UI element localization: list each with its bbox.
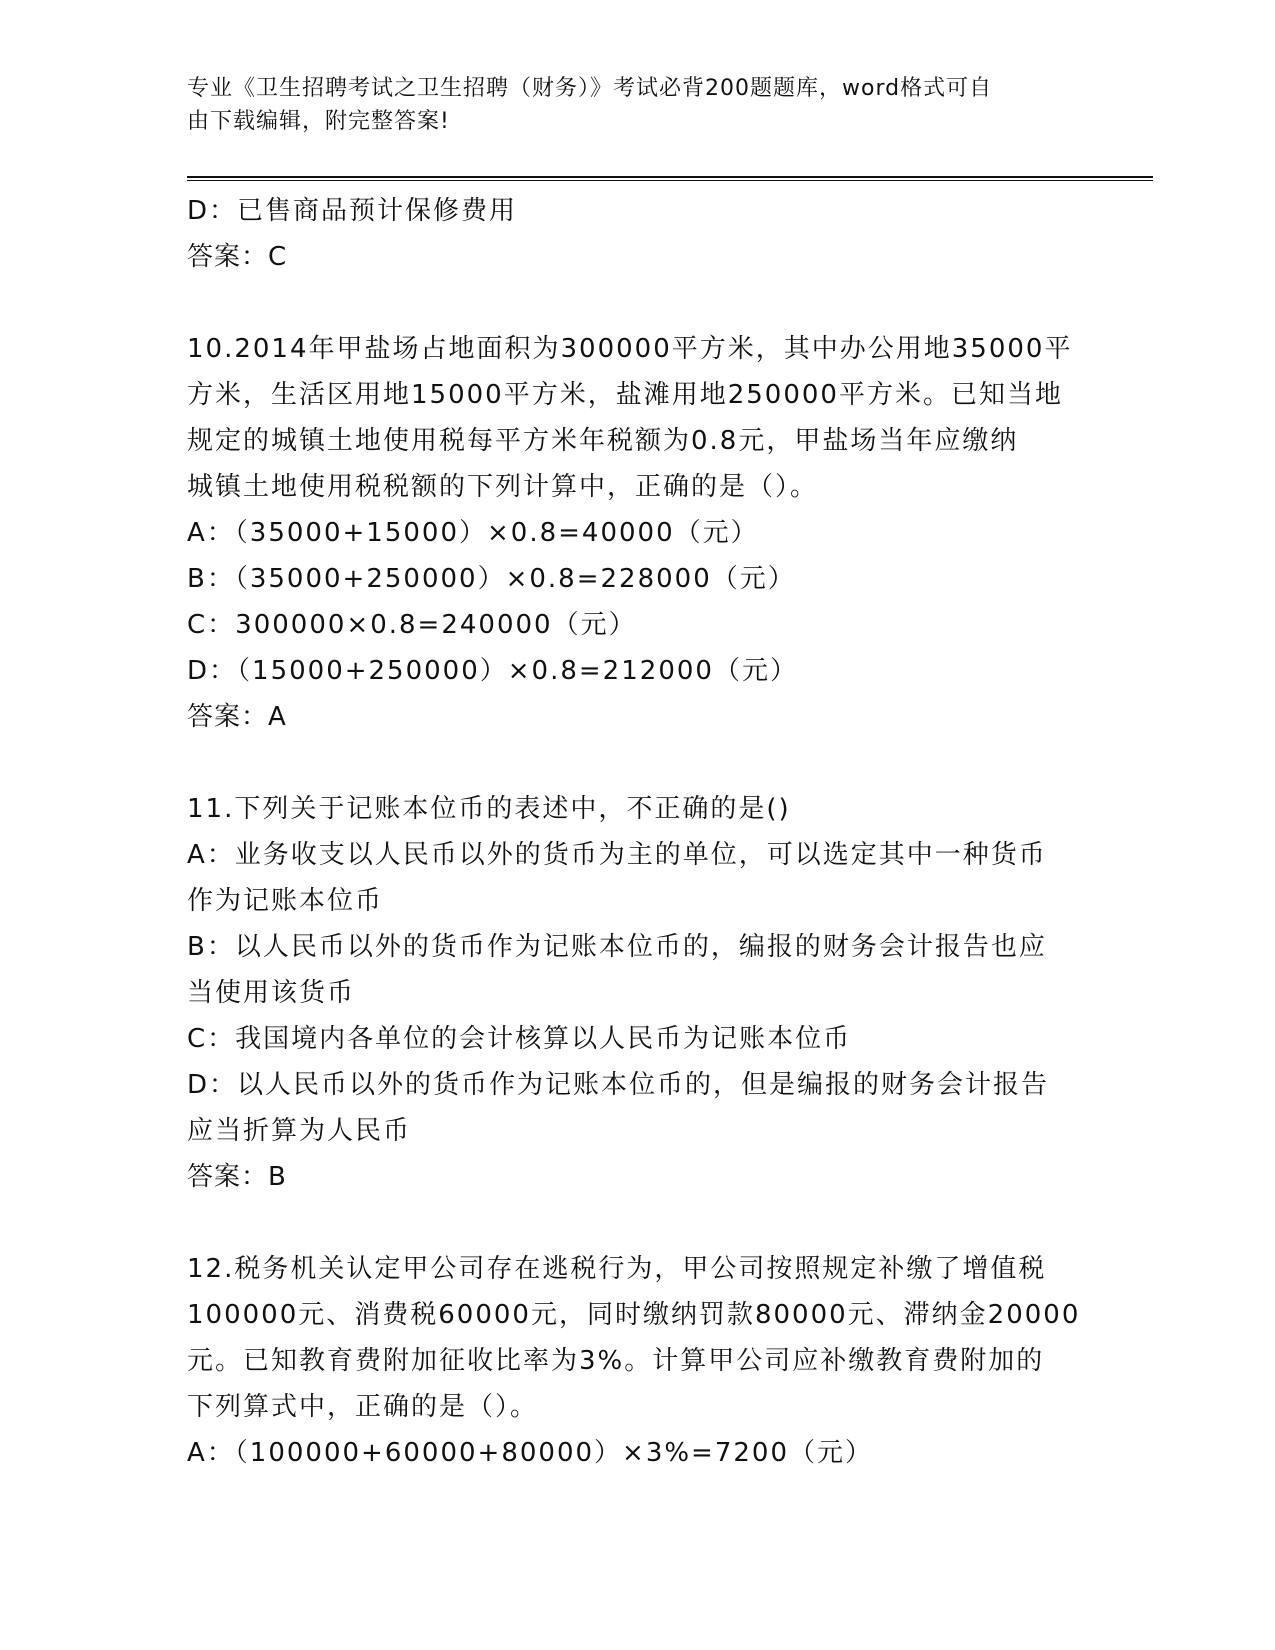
option-line: C：300000×0.8=240000（元） bbox=[187, 610, 637, 640]
question-text: 下列算式中，正确的是（）。 bbox=[187, 1392, 539, 1422]
option-line: A：业务收支以人民币以外的货币为主的单位，可以选定其中一种货币 bbox=[187, 840, 1047, 870]
question-block bbox=[187, 1246, 1081, 1476]
page-header bbox=[187, 72, 1067, 138]
option-line: A：（100000+60000+80000）×3%=7200（元） bbox=[187, 1438, 874, 1468]
option-line: D：（15000+250000）×0.8=212000（元） bbox=[187, 656, 798, 686]
question-text: 方米，生活区用地15000平方米，盐滩用地250000平方米。已知当地 bbox=[187, 380, 1063, 410]
question-text: 城镇土地使用税税额的下列计算中，正确的是（）。 bbox=[187, 472, 819, 502]
question-block bbox=[187, 786, 1067, 1200]
header-divider bbox=[187, 176, 1153, 181]
option-line: B：以人民币以外的货币作为记账本位币的，编报的财务会计报告也应 bbox=[187, 932, 1047, 962]
answer-line: 答案：C bbox=[187, 242, 288, 272]
option-line: 应当折算为人民币 bbox=[187, 1116, 412, 1146]
question-text: 元。已知教育费附加征收比率为3%。计算甲公司应补缴教育费附加的 bbox=[187, 1346, 1045, 1376]
option-line: C：我国境内各单位的会计核算以人民币为记账本位币 bbox=[187, 1024, 852, 1054]
option-line: 作为记账本位币 bbox=[187, 886, 384, 916]
option-line: D：已售商品预计保修费用 bbox=[187, 196, 518, 226]
header-line-1: 专业《卫生招聘考试之卫生招聘（财务）》考试必背200题题库，word格式可自 bbox=[187, 76, 993, 101]
option-line: D：以人民币以外的货币作为记账本位币的，但是编报的财务会计报告 bbox=[187, 1070, 1050, 1100]
question-text: 100000元、消费税60000元，同时缴纳罚款80000元、滞纳金20000 bbox=[187, 1300, 1081, 1330]
option-line: B：（35000+250000）×0.8=228000（元） bbox=[187, 564, 796, 594]
question-text: 11.下列关于记账本位币的表述中，不正确的是() bbox=[187, 794, 791, 824]
question-text: 12.税务机关认定甲公司存在逃税行为，甲公司按照规定补缴了增值税 bbox=[187, 1254, 1047, 1284]
option-line: A：（35000+15000）×0.8=40000（元） bbox=[187, 518, 759, 548]
answer-line: 答案：A bbox=[187, 702, 287, 732]
answer-line: 答案：B bbox=[187, 1162, 287, 1192]
question-block bbox=[187, 188, 1067, 280]
question-text: 规定的城镇土地使用税每平方米年税额为0.8元，甲盐场当年应缴纳 bbox=[187, 426, 1019, 456]
header-line-2: 由下载编辑，附完整答案! bbox=[187, 109, 450, 134]
option-line: 当使用该货币 bbox=[187, 978, 356, 1008]
document-body bbox=[187, 188, 1081, 1476]
question-text: 10.2014年甲盐场占地面积为300000平方米，其中办公用地35000平 bbox=[187, 334, 1073, 364]
question-block bbox=[187, 326, 1073, 740]
